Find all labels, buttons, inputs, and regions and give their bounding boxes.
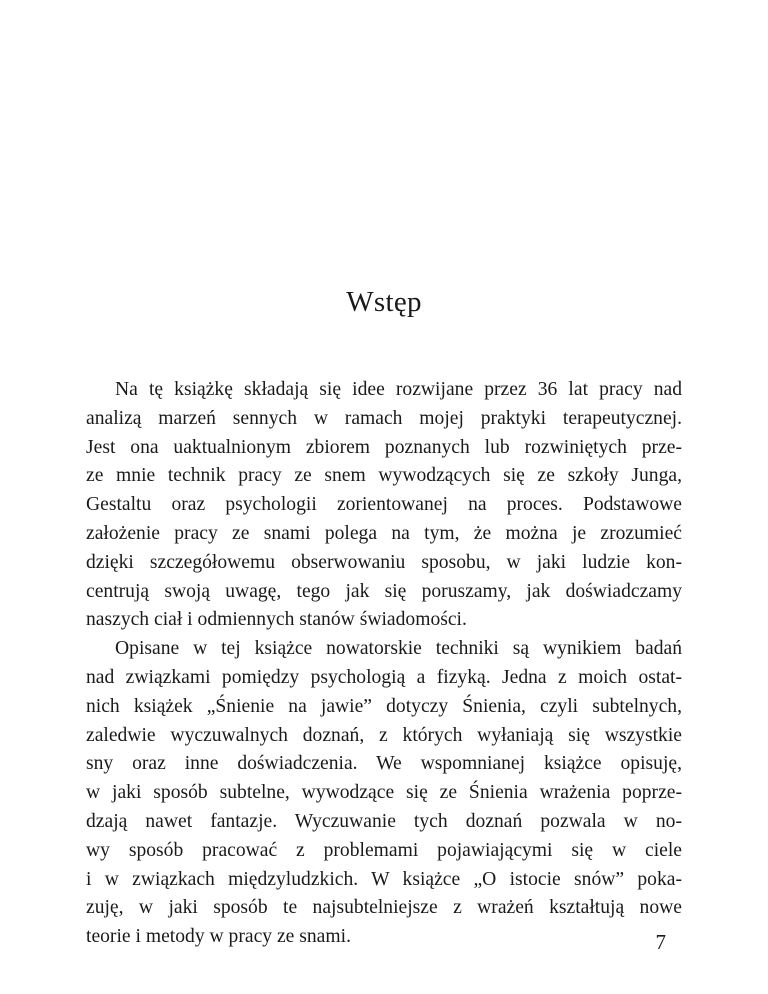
text-line: zaledwie wyczuwalnych doznań, z których wyłaniają się wszystkie — [86, 724, 682, 746]
text-line: naszych ciał i odmiennych stanów świadomości. — [86, 609, 467, 631]
paragraph-2 — [86, 635, 682, 952]
chapter-body — [86, 376, 682, 952]
text-line: centrują swoją uwagę, tego jak się poruszamy, jak doświadczamy — [86, 580, 682, 602]
text-line: Jest ona uaktualnionym zbiorem poznanych lub rozwiniętych prze- — [86, 436, 682, 458]
text-line: ze mnie technik pracy ze snem wywodzących się ze szkoły Junga, — [86, 465, 682, 487]
page-number: 7 — [655, 930, 666, 954]
chapter-title: Wstęp — [346, 286, 422, 318]
paragraph-1 — [86, 376, 682, 635]
text-line: dzają nawet fantazje. Wyczuwanie tych doznań pozwala w no- — [86, 810, 682, 832]
text-line: w jaki sposób subtelne, wywodzące się ze Śnienia wrażenia poprze- — [86, 782, 682, 804]
text-line: dzięki szczegółowemu obserwowaniu sposobu, w jaki ludzie kon- — [86, 551, 682, 573]
text-line: nich książek „Śnienie na jawie” dotyczy Śnienia, czyli subtelnych, — [86, 695, 682, 717]
text-line: założenie pracy ze snami polega na tym, że można je zrozumieć — [86, 522, 682, 544]
text-line: sny oraz inne doświadczenia. We wspomnianej książce opisuję, — [86, 753, 682, 775]
text-line: teorie i metody w pracy ze snami. — [86, 926, 351, 948]
text-line: analizą marzeń sennych w ramach mojej praktyki terapeutycznej. — [86, 407, 682, 429]
text-line: wy sposób pracować z problemami pojawiającymi się w ciele — [86, 839, 682, 861]
text-line: nad związkami pomiędzy psychologią a fizyką. Jedna z moich ostat- — [86, 666, 682, 688]
text-line: Na tę książkę składają się idee rozwijane przez 36 lat pracy nad — [115, 379, 682, 400]
text-line: zuję, w jaki sposób te najsubtelniejsze z wrażeń kształtują nowe — [86, 897, 682, 919]
text-line: Opisane w tej książce nowatorskie techniki są wynikiem badań — [115, 638, 682, 660]
text-line: Gestaltu oraz psychologii zorientowanej na proces. Podstawowe — [86, 494, 682, 516]
text-line: i w związkach międzyludzkich. W książce „O istocie snów” poka- — [86, 868, 682, 890]
